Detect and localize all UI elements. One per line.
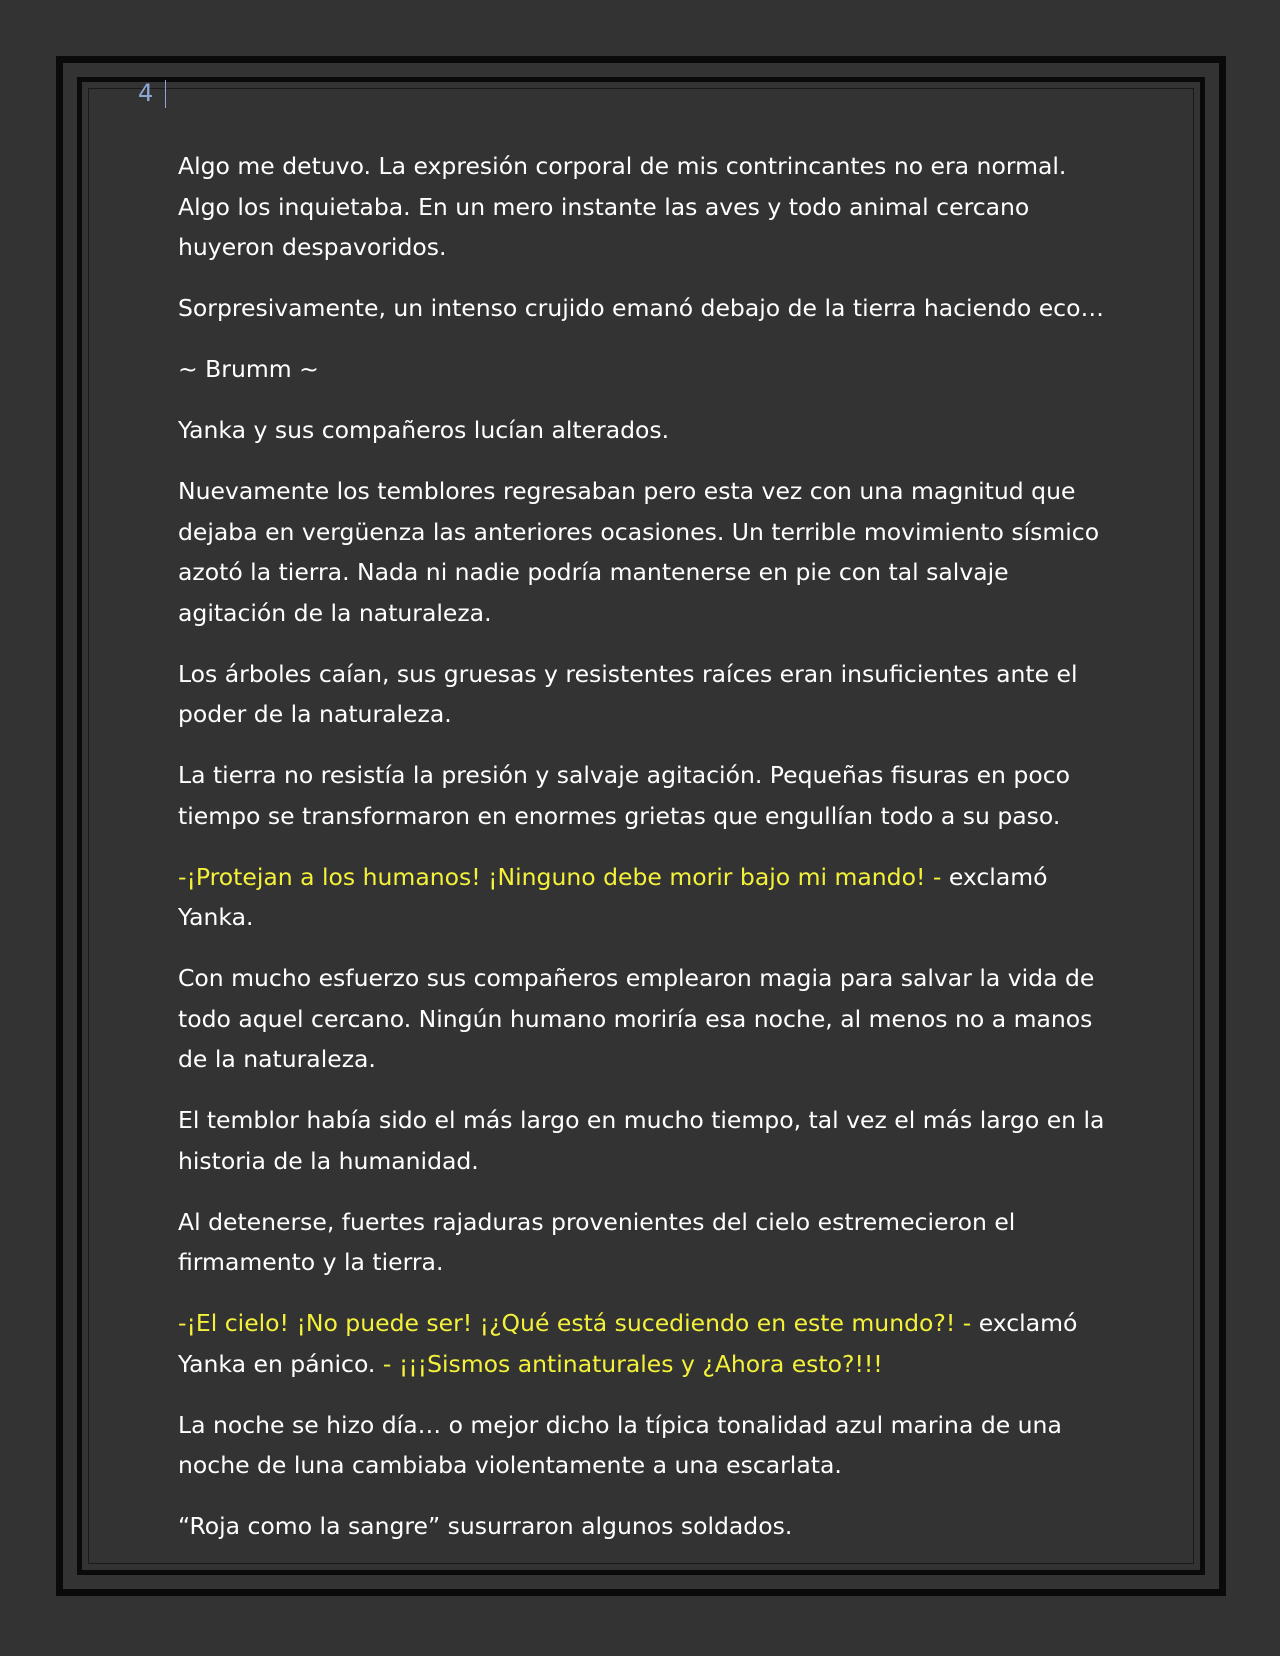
paragraph: Nuevamente los temblores regresaban pero esta vez con una magnitud que dejaba en vergüenza las anteriores ocasiones. Un terrible movimiento sísmico azotó la tierra. Nada ni nadie podría mantenerse en pie con tal salvaje agitación de la naturaleza.	[178, 477, 1100, 627]
page-number-divider	[165, 80, 166, 108]
narration-text: exclamó Yanka.	[178, 862, 1048, 931]
page-number: 4	[138, 79, 154, 107]
narration-text: exclamó Yanka en pánico.	[178, 1309, 1078, 1378]
paragraph: Yanka y sus compañeros lucían alterados.	[178, 416, 670, 444]
paragraph: Algo me detuvo. La expresión corporal de mis contrincantes no era normal. Algo los inquietaba. En un mero instante las aves y todo animal cercano huyeron despavoridos.	[178, 152, 1067, 261]
paragraph: Los árboles caían, sus gruesas y resistentes raíces eran insuficientes ante el poder de la naturaleza.	[178, 659, 1078, 728]
dialogue-paragraph	[178, 857, 1108, 938]
paragraph: Al detenerse, fuertes rajaduras provenientes del cielo estremecieron el firmamento y la tierra.	[178, 1207, 1016, 1276]
dialogue-text: -¡El cielo! ¡No puede ser! ¡¿Qué está sucediendo en este mundo?! -	[178, 1309, 972, 1337]
paragraph: Sorpresivamente, un intenso crujido emanó debajo de la tierra haciendo eco…	[178, 294, 1104, 322]
paragraph: La noche se hizo día… o mejor dicho la típica tonalidad azul marina de una noche de luna cambiaba violentamente a una escarlata.	[178, 1410, 1062, 1479]
paragraph: “Roja como la sangre” susurraron algunos soldados.	[178, 1512, 793, 1540]
dialogue-paragraph	[178, 1303, 1108, 1384]
page-content	[178, 146, 1108, 1567]
dialogue-text: -¡Protejan a los humanos! ¡Ninguno debe morir bajo mi mando! -	[178, 862, 942, 891]
dialogue-text: - ¡¡¡Sismos antinaturales y ¿Ahora esto?!!!	[382, 1349, 883, 1378]
paragraph: La tierra no resistía la presión y salvaje agitación. Pequeñas fisuras en poco tiempo se transformaron en enormes grietas que engullían todo a su paso.	[178, 761, 1070, 830]
paragraph: Con mucho esfuerzo sus compañeros emplearon magia para salvar la vida de todo aquel cercano. Ningún humano moriría esa noche, al menos no a manos de la naturaleza.	[178, 964, 1095, 1073]
paragraph: El temblor había sido el más largo en mucho tiempo, tal vez el más largo en la historia de la humanidad.	[178, 1106, 1105, 1175]
paragraph: ~ Brumm ~	[178, 355, 319, 383]
